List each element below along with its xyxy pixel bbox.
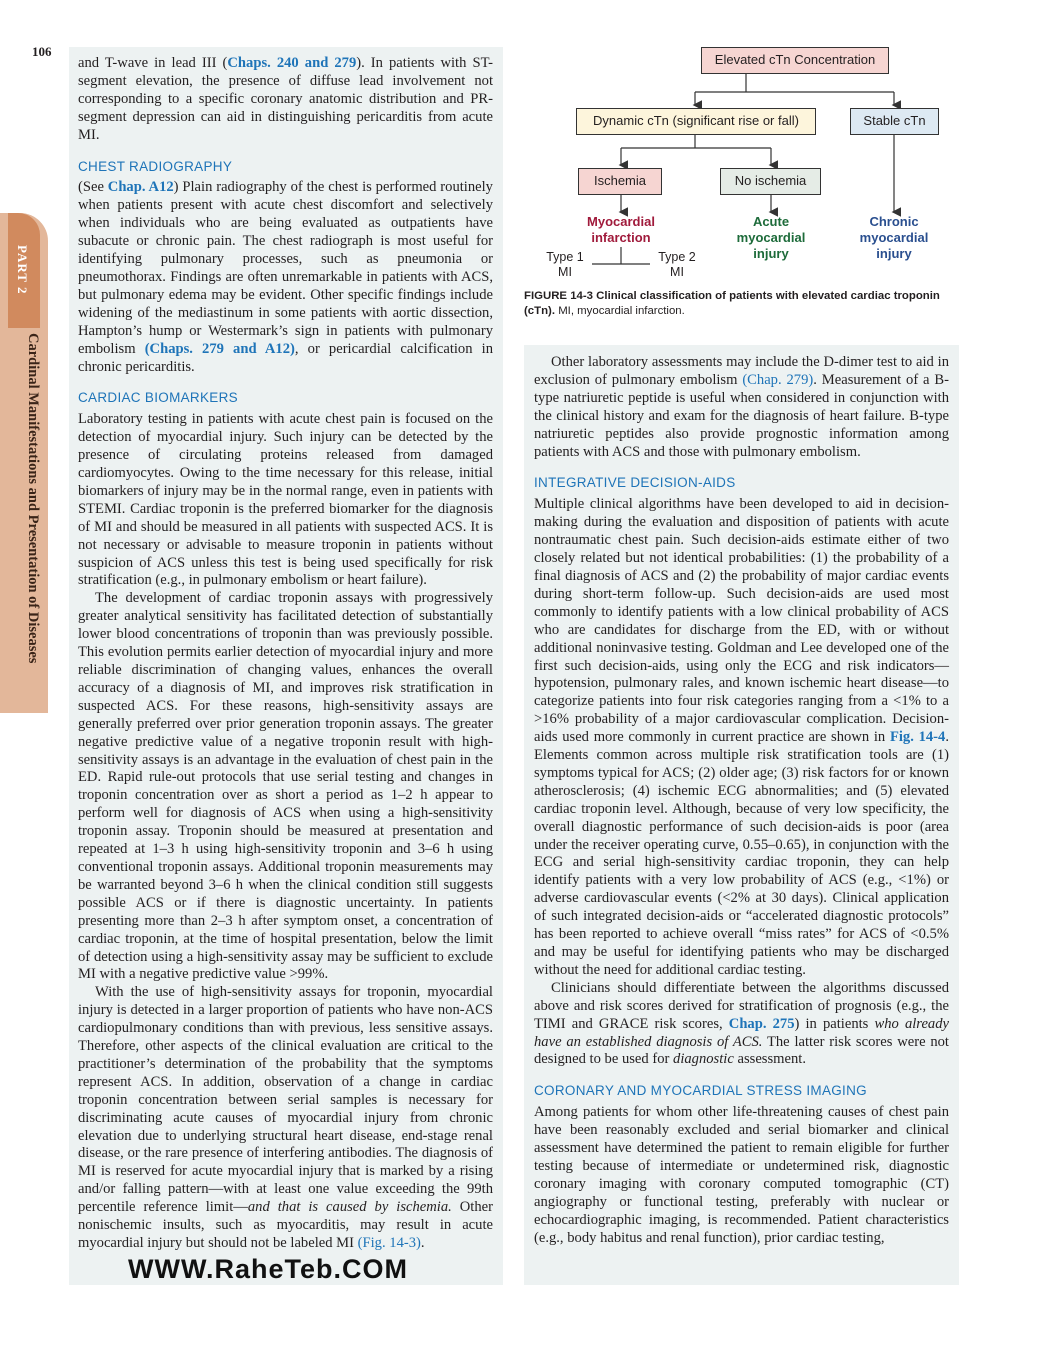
section-heading: CARDIAC BIOMARKERS [78, 390, 238, 406]
paragraph: and T-wave in lead III (Chaps. 240 and 279). In patients with ST-segment elevation, the presence of diffuse lead involvement not corresponding to a specific coronary anatomic distribution and PR-segment depression can aid in distinguishing pericarditis from acute MI. [78, 55, 494, 143]
stable-ctn-box: Stable cTn [850, 108, 939, 135]
paragraph: The development of cardiac troponin assays with progressively greater analytical sensitivity has facilitated detection of substantially lower blood concentrations of troponin than was previously possible. This evolution permits earlier detection of myocardial injury and more reliable discrimination of changing values, enhances the overall accuracy of a diagnosis of MI, and improves risk stratification in suspected ACS. For these reasons, high-sensitivity assays are generally preferred over prior generation troponin assays. The greater negative predictive value of a negative troponin result with high-sensitivity assays is an advantage in the evaluation of chest pain in the ED. Rapid rule-out protocols that use serial testing and changes in troponin concentration over as short a period as 1–2 h appear to perform well for diagnosis of ACS when using a high-sensitivity troponin assay. Troponin should be measured at presentation and repeated at 1–3 h using high-sensitivity troponin and 3–6 h using conventional troponin assays. Additional troponin measurements may be warranted beyond 3–6 h when the clinical condition still suggests possible ACS or if there is diagnostic uncertainty. In patients presenting more than 2–3 h after symptom onset, a concentration of cardiac troponin, at the time of hospital presentation, below the limit of detection using a high-sensitivity assay may be sufficient to exclude MI with a negative predictive value >99%. [78, 590, 493, 983]
figure-caption [524, 289, 959, 319]
chapter-link[interactable]: (Chaps. 279 and A12) [144, 340, 295, 357]
caption-title: Clinical classification of patients with elevated cardiac troponin (cTn). [524, 290, 940, 317]
no-ischemia-box: No ischemia [720, 168, 821, 195]
chapter-link[interactable]: Chap. A12 [107, 179, 174, 196]
type2-label: Type 2 MI [658, 250, 696, 279]
caption-label: FIGURE 14-3 [524, 290, 593, 302]
paragraph: Multiple clinical algorithms have been developed to aid in decision-making during the evaluation and disposition of patients with acute nontraumatic chest pain. Such decision-aids estimate either of two closely related but not identical probabilities: (1) the probability of a final diagnosis of ACS and (2) the probability of major cardiac events during short-term follow-up. Such decision-aids are used most commonly to identify patients with a low clinical probability of ACS who are candidates for discharge from the ED, with or without additional noninvasive testing. Goldman and Lee developed one of the first such decision-aids, using only the ECG and risk indicators—hypotension, pulmonary rales, and known ischemic heart disease—to categorize patients into four risk categories ranging from a <1% to a >16% probability of a major cardiovascular complication. Decision-aids used more commonly in current practice are shown in Fig. 14-4. Elements common across multiple risk stratification tools are (1) symptoms typical for ACS; (2) older age; (3) risk factors for or known atherosclerosis; (4) ischemic ECG abnormalities; and (5) elevated cardiac troponin level. Although, because of very low specificity, the overall diagnostic performance of such decision-aids is poor (area under the receiver operating curve, 0.55–0.65), in conjunction with the ECG and serial high-sensitivity cardiac troponin, they can help identify patients with a very low probability of ACS (e.g., <1%) or adverse cardiovascular events (<2% at 30 days). Clinical application of such integrated decision-aids or “accelerated diagnostic protocols” has been reported to achieve overall “miss rates” for ACS of <0.5% and may be useful for identifying patients who may be discharged without the need for additional cardiac testing. [534, 496, 949, 978]
page-number: 106 [32, 44, 52, 59]
type1-label: Type 1 MI [546, 250, 584, 279]
part-title: Cardinal Manifestations and Presentation of Diseases [25, 333, 41, 664]
paragraph: With the use of high-sensitivity assays for troponin, myocardial injury is detected in a larger proportion of patients who have non-ACS cardiopulmonary conditions than with previous, less sensitive assays. Therefore, other aspects of the clinical evaluation are critical to the practitioner’s determination of the probability that the symptoms represent ACS. In addition, observation of a change in cardiac troponin concentration between serial samples is necessary for discriminating acute causes of myocardial injury from chronic elevation due to underlying structural heart disease, end-stage renal disease, or the rare presence of interfering antibodies. The diagnosis of MI is reserved for acute myocardial injury that is marked by a rising and/or falling pattern—with at least one value exceeding the 99th percentile reference limit—and that is caused by ischemia. Other nonischemic insults, such as myocarditis, may result in acute myocardial injury but should not be labeled MI (Fig. 14-3). [78, 984, 493, 1251]
right-column [524, 345, 959, 1285]
paragraph: Among patients for whom other life-threatening causes of chest pain have been reasonably excluded and serial biomarker and clinical assessment have determined the patient to remain eligible for further testing because of intermediate or undetermined risk, diagnostic coronary imaging with coronary computed tomographic (CT) angiography or functional testing, preferably with nuclear or echocardiographic imaging, is recommended. Patient characteristics (e.g., body habitus and renal function), prior cardiac testing, [534, 1104, 949, 1246]
part-label: PART 2 [15, 245, 30, 295]
section-heading: INTEGRATIVE DECISION-AIDS [534, 475, 736, 491]
paragraph: Clinicians should differentiate between the algorithms discussed above and risk scores derived for stratification of prognosis (e.g., the TIMI and GRACE risk scores, Chap. 275) in patients who already have an established diagnosis of ACS. The latter risk scores were not designed to be used for diagnostic assessment. [534, 979, 949, 1068]
left-column [69, 47, 503, 1285]
chapter-link[interactable]: Chaps. 240 and 279 [227, 55, 357, 71]
section-heading: CORONARY AND MYOCARDIAL STRESS IMAGING [534, 1083, 867, 1099]
section-heading: CHEST RADIOGRAPHY [78, 158, 233, 174]
figure-link[interactable]: Fig. 14-4 [889, 729, 946, 746]
chronic-injury-label: Chronic myocardial injury [859, 214, 929, 261]
dynamic-ctn-box: Dynamic cTn (significant rise or fall) [576, 108, 816, 135]
paragraph: Other laboratory assessments may include the D-dimer test to aid in exclusion of pulmonary embolism (Chap. 279). Measurement of a B-type natriuretic peptide is useful when considered in conjunction with the clinical history and exam for the diagnosis of heart failure. B-type natriuretic peptides also provide prognostic information among patients with ACS and those with pulmonary embolism. [534, 354, 949, 460]
elevated-ctn-box: Elevated cTn Concentration [701, 47, 889, 74]
chapter-link[interactable]: (Chap. 279) [742, 371, 814, 388]
ischemia-box: Ischemia [578, 168, 662, 195]
acute-injury-label: Acute myocardial injury [736, 214, 806, 261]
figure-link[interactable]: (Fig. 14-3) [357, 1235, 421, 1251]
caption-text: MI, myocardial infarction. [558, 305, 685, 317]
chapter-link[interactable]: Chap. 275 [728, 1015, 795, 1032]
paragraph: Laboratory testing in patients with acute chest pain is focused on the detection of myocardial injury. Such injury can be detected by the presence of circulating proteins released from damaged cardiomyocytes. Owing to the time necessary for this release, initial biomarkers of injury may be in the normal range, even in patients with STEMI. Cardiac troponin is the preferred biomarker for the diagnosis of MI and should be measured in all patients with suspected ACS. It is not necessary or advisable to measure troponin in patients without suspicion of ACS unless this test is being used specifically for risk stratification (e.g., in pulmonary embolism or heart failure). [78, 411, 493, 589]
paragraph: (See Chap. A12) Plain radiography of the chest is performed routinely when patients present with acute chest discomfort and selectively when individuals who are being evaluated as outpatients have subacute or chronic pain. The chest radiograph is most useful for identifying pulmonary processes, such as pneumonia or pneumothorax. Findings are often unremarkable in patients with ACS, but pulmonary edema may be evident. Other specific findings include widening of the mediastinum in some patients with aortic dissection, Hampton’s hump or Westermark’s sign in patients with pulmonary embolism (Chaps. 279 and A12), or pericardial calcification in chronic pericarditis. [78, 179, 493, 375]
watermark-text: WWW.RaheTeb.COM [128, 1254, 408, 1284]
myocardial-infarction-label: Myocardial infarction [587, 214, 655, 245]
